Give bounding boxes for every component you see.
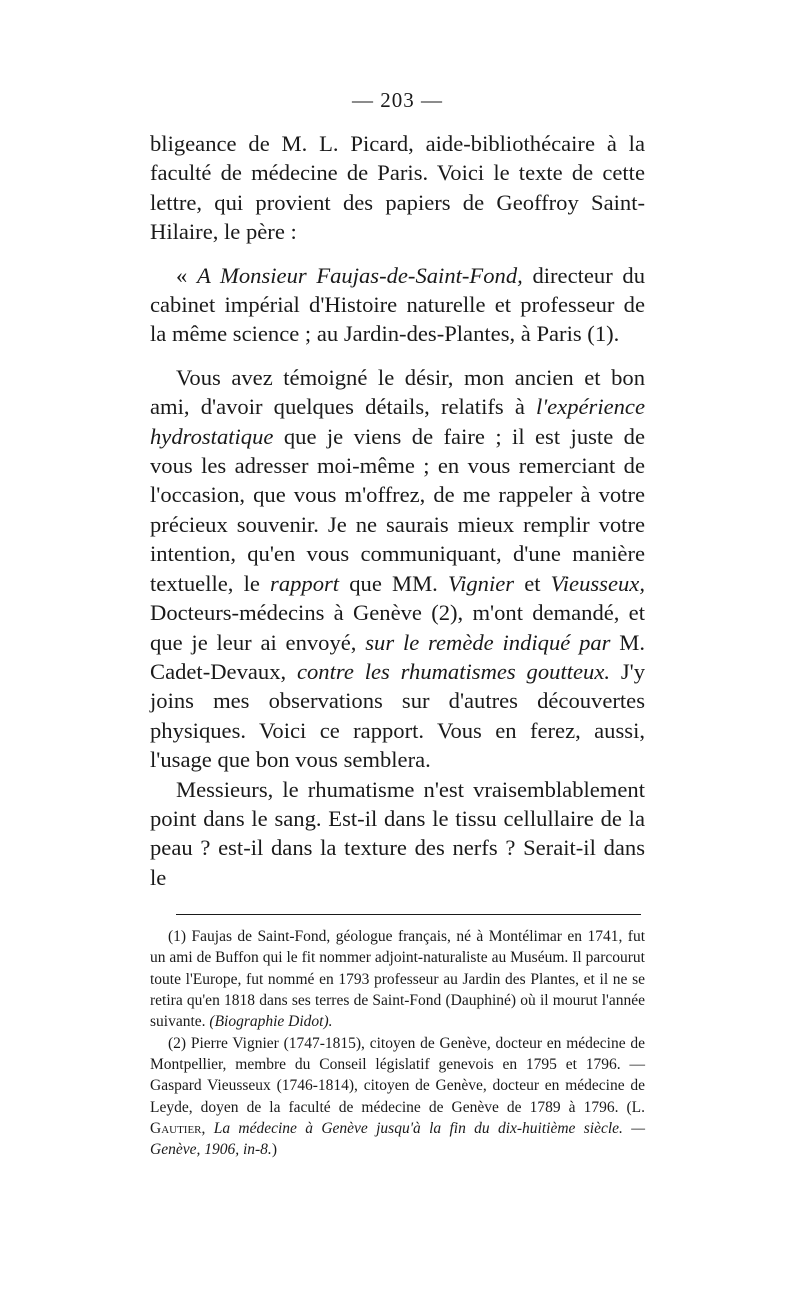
address-rest: directeur du cabinet impérial d'Histoire naturelle et professeur de la même science ; au Jardin-des-Plantes, à Paris (1). (150, 262, 646, 347)
footnotes (150, 926, 645, 1160)
footnote-text: ) (271, 1141, 277, 1159)
italic-run: sur le remède indiqué par (365, 629, 611, 655)
italic-run: l'expérience hydrostatique (150, 394, 645, 449)
page-number: — 203 — (352, 88, 443, 112)
text-run: M. Cadet-Devaux, (150, 629, 646, 684)
footnote-italic: La médecine à Genève jusqu'à la fin du dix-huitième siècle. — Genève, 1906, in-8. (150, 1119, 646, 1159)
addressee-italic: A Monsieur Faujas-de-Saint-Fond, (196, 262, 523, 288)
footnote-author: L. Gautier (150, 1098, 645, 1137)
italic-run: Vieusseux, (550, 570, 645, 596)
footnote-rule (176, 914, 641, 915)
text-run: Vous avez témoigné le désir, mon ancien et bon ami, d'avoir quelques détails, relatifs à (150, 364, 645, 420)
paragraph-2-address (150, 261, 645, 349)
main-text (150, 129, 645, 892)
italic-run: Vignier (447, 570, 515, 596)
text-run: que je viens de faire ; il est juste de vous les adresser moi-même ; en vous remerciant de l'occasion, que vous m'offrez, de me rappeler à votre précieux souvenir. Je ne saurais mieux remplir votre intention, qu'en vous communiquant, d'une manière textuelle, le (150, 423, 645, 596)
footnote-1 (150, 926, 645, 1032)
italic-run: rapport (270, 570, 340, 596)
footnote-italic: (Biographie Didot). (209, 1013, 333, 1031)
footnote-2 (150, 1033, 645, 1161)
italic-run: contre les rhumatismes goutteux. (296, 658, 610, 684)
paragraph-4: Messieurs, le rhumatisme n'est vraisemblablement point dans le sang. Est-il dans le tissu cellullaire de la peau ? est-il dans la texture des nerfs ? Serait-il dans le (150, 776, 645, 890)
paragraph-3-letter (150, 363, 645, 775)
book-page (150, 88, 645, 1160)
open-quote: « (176, 262, 197, 288)
footnote-text: (1) Faujas de Saint-Fond, géologue français, né à Montélimar en 1741, fut un ami de Buffon qui le fit nommer adjoint-naturaliste au Muséum. Il parcourut toute l'Europe, fut nommé en 1793 professeur au Jardin des Plantes, et il ne se retira qu'en 1818 dans ses terres de Saint-Fond (Dauphiné) où il mourut l'année suivante. (150, 928, 645, 1031)
footnote-text: , (201, 1119, 214, 1137)
text-run: que MM. (339, 570, 448, 596)
text-run: Docteurs-médecins à Genève (2), m'ont demandé, et que je leur ai envoyé, (150, 600, 645, 655)
paragraph-1: bligeance de M. L. Picard, aide-bibliothécaire à la faculté de médecine de Paris. Voici le texte de cette lettre, qui provient des papiers de Geoffroy Saint-Hilaire, le père : (150, 131, 645, 245)
footnote-text: (2) Pierre Vignier (1747-1815), citoyen de Genève, docteur en médecine de Montpellier, membre du Conseil législatif genevois en 1795 et 1796. — Gaspard Vieusseux (1746-1814), citoyen de Genève, docteur en médecine de Leyde, doyen de la faculté de médecine de Genève de 1789 à 1796. ( (150, 1034, 645, 1116)
text-run: J'y joins mes observations sur d'autres découvertes physiques. Voici ce rapport. Vous en ferez, aussi, l'usage que bon vous semblera. (150, 658, 645, 773)
text-run: et (514, 570, 551, 596)
